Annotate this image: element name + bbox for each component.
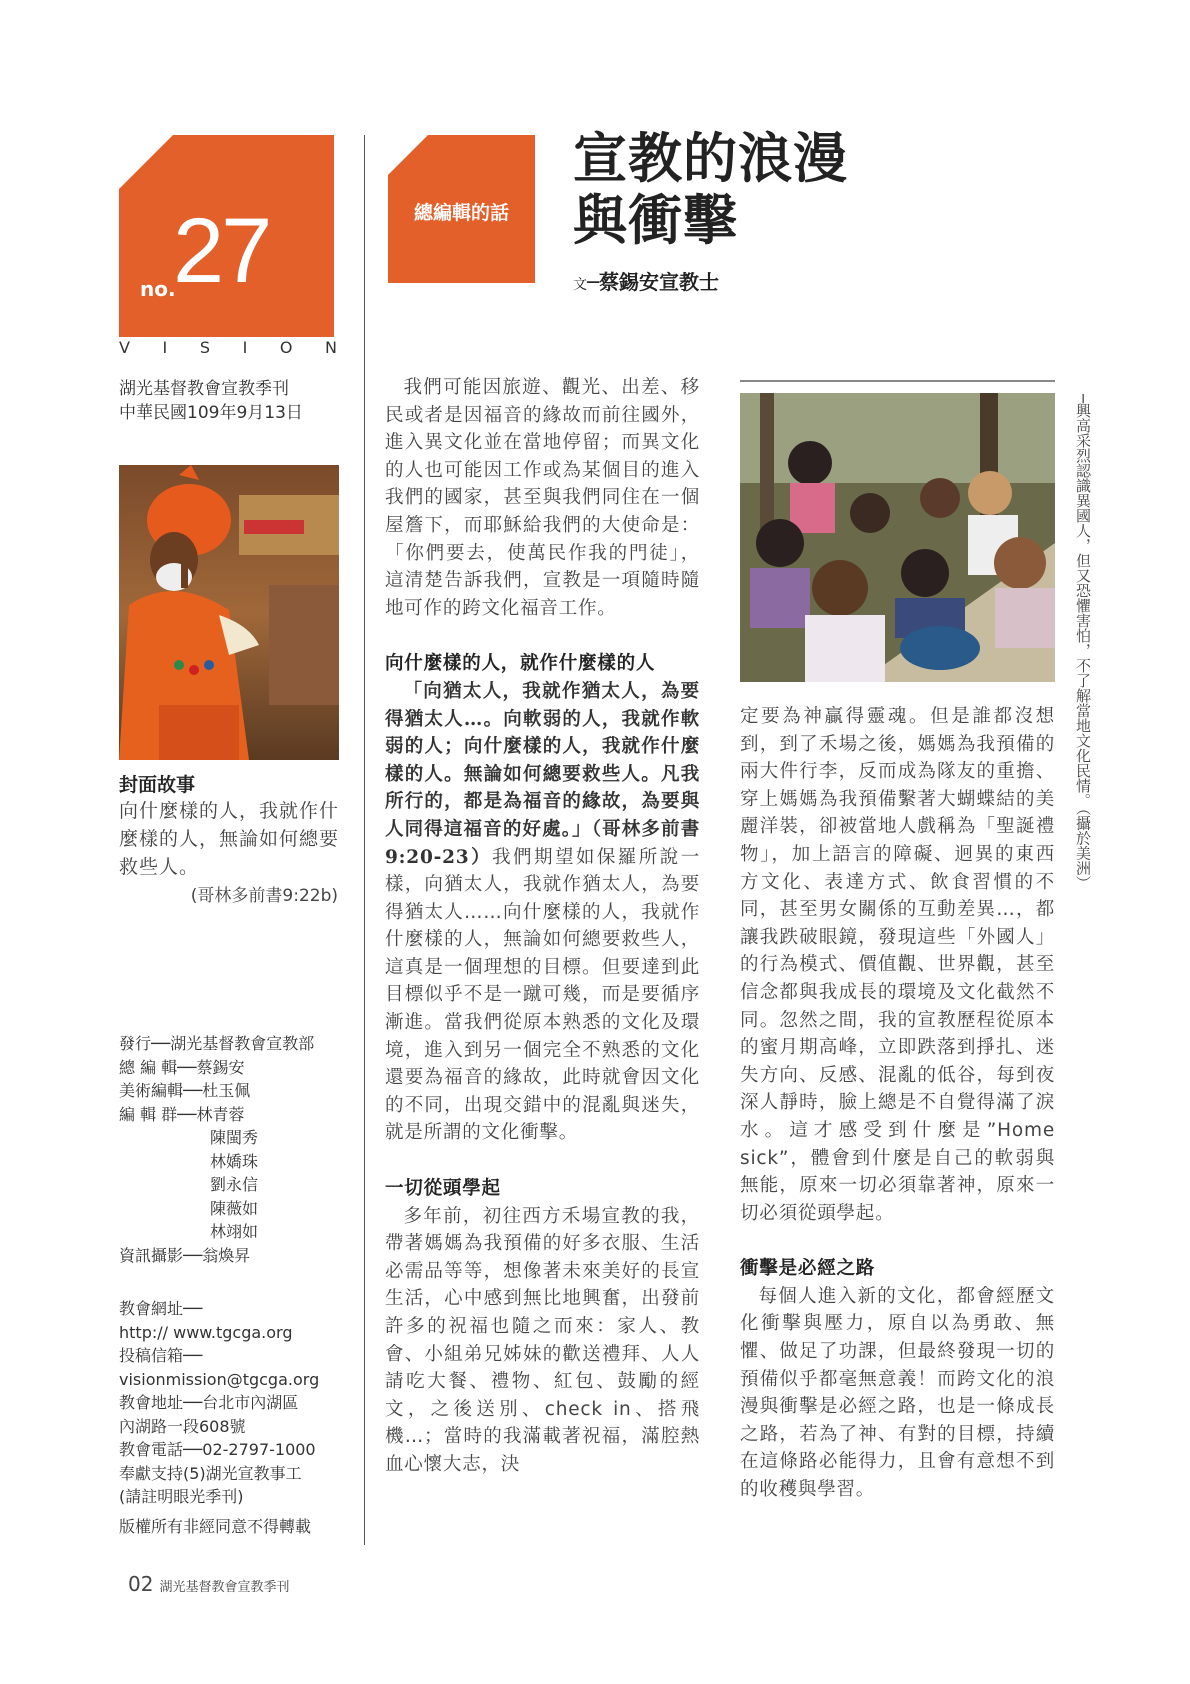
photo-rule: [740, 380, 1055, 382]
article-title: [573, 128, 848, 252]
photo-caption: ─興高采烈認識異國人，但又恐懼害怕，不了解當地文化民情。（攝於美洲）: [1074, 394, 1092, 891]
email-link[interactable]: visionmission@tgcga.org: [119, 1369, 320, 1389]
contact-line: 奉獻支持(5)湖光宣教事工: [119, 1463, 302, 1483]
paragraph: 多年前，初往西方禾場宣教的我，帶著媽媽為我預備的好多衣服、生活必需品等等，想像著未來美好的長宣生活，心中感到無比地興奮，出發前許多的祝福也隨之而來：家人、教會、小組弟兄姊妹的歡送禮拜、人人請吃大餐、禮物、紅包、鼓勵的經文，之後送別、check in、搭飛機…；當時的我滿載著祝福，滿腔熱血心懷大志，決: [385, 1205, 700, 1475]
credit-line: 總 編 輯──蔡錫安: [119, 1057, 245, 1077]
credit-line: 資訊攝影──翁煥昇: [119, 1245, 251, 1265]
paragraph: 每個人進入新的文化，都會經歷文化衝擊與壓力，原自以為勇敢、無懼、做足了功課，但最終發現一切的預備似乎都毫無意義！而跨文化的浪漫與衝擊是必經之路，也是一條成長之路，若為了神、有對的目標，持續在這條路必能得力，且會有意想不到的收穫與學習。: [740, 1285, 1055, 1501]
footer-publication: 湖光基督教會宣教季刊: [159, 1580, 290, 1595]
section-heading: 衝擊是必經之路: [740, 1258, 876, 1280]
vision-letter: I: [242, 338, 248, 357]
publication-info: [119, 377, 303, 425]
copyright-notice: 版權所有非經同意不得轉載: [119, 1517, 312, 1536]
contact-line: 投稿信箱──: [119, 1346, 203, 1365]
column-divider: [364, 135, 365, 1545]
credit-line: 林嬌珠: [210, 1151, 259, 1171]
vision-letter: V: [119, 338, 130, 357]
credit-line: 林翊如: [210, 1222, 259, 1241]
title-line: 與衝擊: [573, 189, 738, 252]
paragraph: [385, 678, 700, 1147]
publication-name: 湖光基督教會宣教季刊: [119, 379, 289, 399]
credit-line: 美術編輯──杜玉佩: [119, 1081, 251, 1100]
credit-line: 劉永信: [210, 1175, 259, 1194]
byline-author: ─蔡錫安宣教士: [587, 270, 720, 294]
contact-info: [119, 1297, 349, 1509]
credits: [119, 1032, 314, 1267]
issue-number: 27: [173, 200, 270, 302]
vision-letter: N: [325, 338, 337, 357]
publication-date: 中華民國109年9月13日: [119, 403, 303, 423]
vision-letter: O: [279, 338, 293, 357]
credit-line: 編 輯 群──林青蓉: [119, 1104, 245, 1124]
vision-wordmark: [119, 338, 337, 357]
section-tag: 總編輯的話: [413, 202, 509, 224]
website-link[interactable]: http:// www.tgcga.org: [119, 1322, 293, 1342]
paragraph-text: 我們期望如保羅所說一樣，向猶太人，我就作猶太人，為要得猶太人……向什麼樣的人，我就作什麼樣的人，無論如何總要救些人，這真是一個理想的目標。但要達到此目標似乎不是一蹴可幾，而是要循序漸進。當我們從原本熟悉的文化及環境，進入到另一個完全不熟悉的文化還要為福音的緣故，此時就會因文化的不同，出現交錯中的混亂與迷失，就是所謂的文化衝擊。: [385, 846, 700, 1144]
contact-line: 教會網址──: [119, 1299, 203, 1318]
vision-letter: S: [199, 338, 210, 357]
page-footer: [128, 1572, 289, 1596]
section-heading: 一切從頭學起: [385, 1178, 501, 1200]
vision-letter: I: [162, 338, 168, 357]
article-column-1: [385, 374, 700, 1479]
issue-no-label: no.: [140, 277, 176, 301]
cover-photo: [119, 465, 339, 760]
section-heading: 向什麼樣的人，就作什麼樣的人: [385, 653, 656, 675]
byline: [573, 266, 719, 295]
contact-line: 內湖路一段608號: [119, 1416, 246, 1436]
group-photo: [740, 393, 1055, 682]
credit-line: 陳閩秀: [210, 1128, 259, 1147]
cover-story-reference: (哥林多前書9:22b): [190, 886, 338, 906]
cover-story-title: 封面故事: [119, 774, 196, 796]
scripture-quote: 「向猶太人，我就作猶太人，為要得猶太人…。向軟弱的人，我就作軟弱的人；向什麼樣的人，我就作什麼樣的人。無論如何總要救些人。凡我所行的，都是為福音的緣故，為要與人同得這福音的好處。」（哥林多前書9:20-23）: [385, 680, 700, 868]
contact-line: 教會地址──台北市內湖區: [119, 1393, 299, 1412]
byline-prefix: 文: [573, 277, 587, 293]
contact-line: (請註明眼光季刊): [119, 1487, 244, 1506]
cover-story-caption: 向什麼樣的人，我就作什麼樣的人，無論如何總要救些人。: [119, 800, 340, 878]
paragraph: 我們可能因旅遊、觀光、出差、移民或者是因福音的緣故而前往國外，進入異文化並在當地停留；而異文化的人也可能因工作或為某個目的進入我們的國家，甚至與我們同住在一個屋簷下，而耶穌給我們的大使命是：「你們要去，使萬民作我的門徒」，這清楚告訴我們，宣教是一項隨時隨地可作的跨文化福音工作。: [385, 377, 700, 619]
credit-line: 陳薇如: [210, 1198, 259, 1218]
credit-line: 發行──湖光基督教會宣教部: [119, 1034, 315, 1053]
page-number: 02: [128, 1572, 154, 1596]
title-line: 宣教的浪漫: [573, 127, 848, 190]
article-column-2: [740, 703, 1055, 1504]
contact-line: 教會電話──02-2797-1000: [119, 1440, 316, 1459]
paragraph: 定要為神贏得靈魂。但是誰都沒想到，到了禾場之後，媽媽為我預備的兩大件行李，反而成為隊友的重擔、穿上媽媽為我預備繫著大蝴蝶結的美麗洋裝，卻被當地人戲稱為「聖誕禮物」，加上語言的障礙、迥異的東西方文化、表達方式、飲食習慣的不同，甚至男女關係的互動差異…，都讓我跌破眼鏡，發現這些「外國人」的行為模式、價值觀、世界觀，甚至信念都與我成長的環境及文化截然不同。忽然之間，我的宣教歷程從原本的蜜月期高峰，立即跌落到掙扎、迷失方向、反感、混亂的低谷，每到夜深人靜時，臉上總是不自覺得滿了淚水。這才感受到什麼是”Home sick”，體會到什麼是自己的軟弱與無能，原來一切必須靠著神，原來一切必須從頭學起。: [740, 706, 1055, 1224]
